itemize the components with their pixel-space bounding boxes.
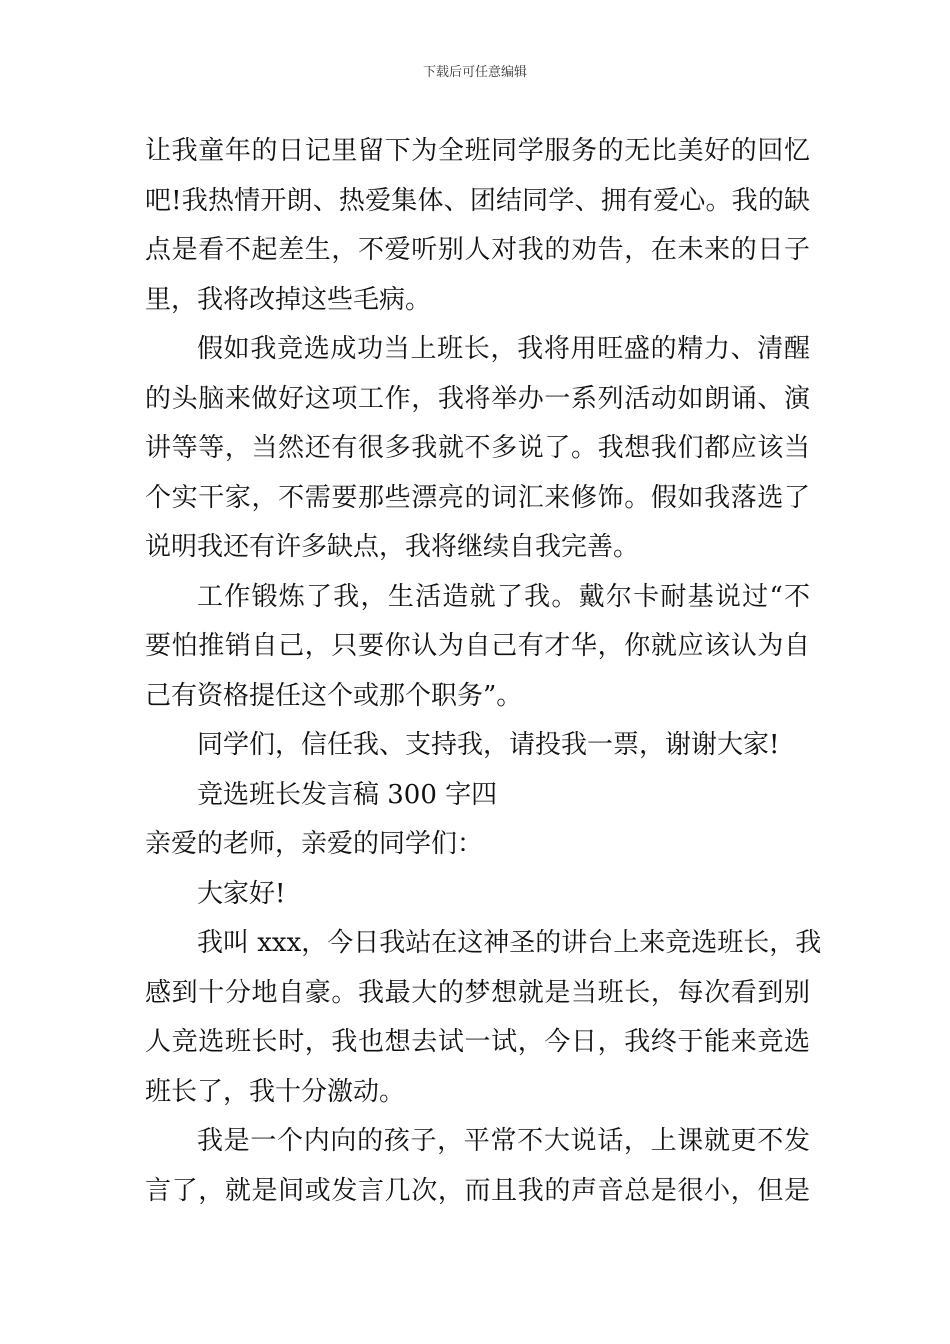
text-line: 人竞选班长时，我也想去试一试，今日，我终于能来竞选 [145, 1027, 810, 1057]
text-line: 班长了，我十分激动。 [145, 1077, 406, 1107]
text-line: 感到十分地自豪。我最大的梦想就是当班长，每次看到别 [145, 978, 810, 1008]
text-line: 吧!我热情开朗、热爱集体、团结同学、拥有爱心。我的缺 [145, 186, 810, 216]
text-line: 工作锻炼了我，生活造就了我。戴尔卡耐基说过“不 [197, 582, 810, 612]
text-line: 的头脑来做好这项工作，我将举办一系列活动如朗诵、演 [145, 384, 810, 414]
text-line: 点是看不起差生，不爱听别人对我的劝告，在未来的日子 [145, 235, 810, 265]
text-line: 要怕推销自己，只要你认为自己有才华，你就应该认为自 [145, 631, 810, 661]
text-line: 竞选班长发言稿 300 字四 [197, 780, 498, 810]
text-line: 让我童年的日记里留下为全班同学服务的无比美好的回忆 [145, 136, 810, 166]
text-line: 我是一个内向的孩子，平常不大说话，上课就更不发 [197, 1126, 810, 1156]
text-line: 同学们，信任我、支持我，请投我一票，谢谢大家! [197, 730, 780, 760]
text-line: 假如我竞选成功当上班长，我将用旺盛的精力、清醒 [197, 334, 810, 364]
text-line: 言了，就是间或发言几次，而且我的声音总是很小，但是 [145, 1176, 810, 1206]
text-line: 说明我还有许多缺点，我将继续自我完善。 [145, 532, 640, 562]
text-line: 讲等等，当然还有很多我就不多说了。我想我们都应该当 [145, 433, 810, 463]
text-line: 里，我将改掉这些毛病。 [145, 285, 432, 315]
text-line: 己有资格提任这个或那个职务”。 [145, 681, 523, 711]
page-header-note: 下载后可任意编辑 [422, 65, 527, 80]
text-line: 亲爱的老师，亲爱的同学们： [145, 829, 484, 859]
text-line: 个实干家，不需要那些漂亮的词汇来修饰。假如我落选了 [145, 483, 810, 513]
text-line: 大家好! [197, 879, 286, 909]
text-line: 我叫 xxx，今日我站在这神圣的讲台上来竞选班长，我 [197, 928, 822, 958]
